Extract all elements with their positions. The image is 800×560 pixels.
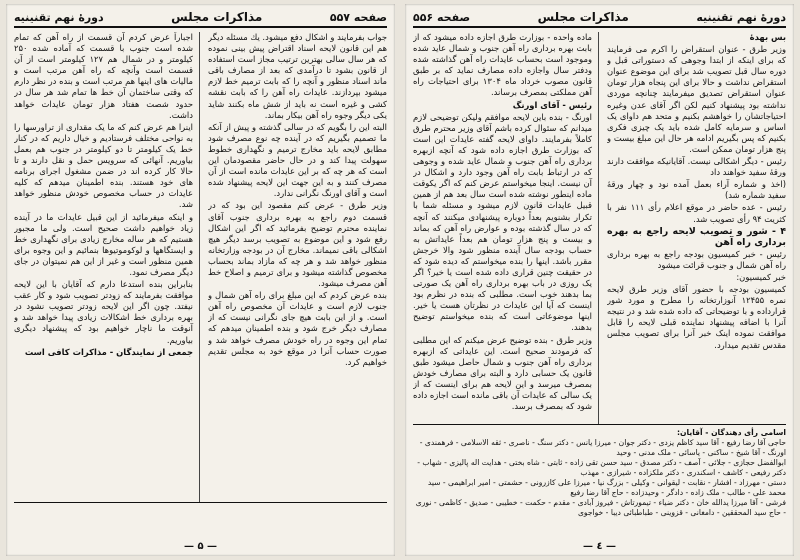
paragraph: البته این را بگویم که در سالی گذشته و پیش از آنکه ما تصمیم بگیریم که در آینده چه نوع مصرف شود مطابق لایحه باید مخارج ترمیم و نگهداری خطوط سهولت پیدا کند و در حال حاضر مقصودمان این است که هر چه که بر این عایدات مانده است از آن مصرف کنند و به این جهت این لایحه پیشنهاد شده است و آقای اورنگ نگرانی ندارد. [208,121,387,199]
vote-list [413,425,786,518]
paragraph: (اخذ و شماره آراء بعمل آمده نود و چهار ورقهٔ سفید شماره شد) [607,179,786,201]
paragraph: اینرا هم عرض کنم که ما یک مقداری از تراورسها را به نواحی مختلف فرستادیم و خیال داریم که در کنار خط یک کیلومتر تا دو کیلومتر در جنوب هم بعمل بیاوریم. آنهائی که سرویس حمل و نقل دارند و تا حالا کار کرده اند در ضمن مشغول اجرای برنامه های خود هستند. بنده اطمینان میدهم که کلیه عایدات در حساب مخصوص خودش منظور خواهد شد. [14,121,193,210]
vote-line: ابوالفضل حجازی - جلائی - آصف - دکتر مصدق - سید حسن تقی زاده - ثابتی - شاه بختی - هدایت اله پالیزی - شهاب - دکتر رفیعی - کاشف - اسکندری - دکتر ملکزاده - شیرازی - مهذب [417,458,786,477]
text-columns [413,32,786,425]
page-number: صفحه ۵۵۶ [413,10,471,24]
column-left [14,32,200,502]
paragraph: ماده واحده - بوزارت طرق اجازه داده میشود که از بابت بهره برداری راه آهن جنوب و شمال عاید شده وموجود است بحساب عایدات راه آهن گذاشته شده ودفتر سال واجازه داده مصارف نماید که بر طبق قانون مصوب خرداد ماه ۱۳۰۴ برای احتیاجات راه آهن مملکتی بمصرف برساند. [413,32,592,98]
page-557 [6,4,395,556]
vote-line: فرشی - آقا میرزا یدالله خان - دکتر ضیاء - تیمورتاش - فیروز آبادی - مقدم - حکمت - خطیبی - صدیق - کاظمی - نوری - حاج سید المحققین - دامغانی - قزوینی - طباطبائی دیبا - خواجوی [415,498,786,517]
paragraph: بنده عرض کردم که این مبلغ برای راه آهن شمال و جنوب لازم است و عایدات آن مخصوص راه آهن است. و از این بابت هیچ جای نگرانی نیست که از مصارف دیگر خرج شود و بنده اطمینان میدهم که تمام این وجوه در راه خودش مصرف خواهد شد و صورت حساب آنرا در موقع خود به مجلس تقدیم خواهیم کرد. [208,290,387,367]
paragraph: اورنگ - بنده باین لایحه موافقم ولیکن توضیحی لازم میدانم که سئوال کرده باشم آقای وزیر محترم طرق کاملاً بفرمایند. داوای لایحه گفته عایدات این است که بوزارت طرق اجازه داده شود که آنچه ازبهره برداری راه آهن جنوب و شمال عاید شده و وجوهی که در ارتباط بابت راه آهن وجود دارد و اشکال در آن نیست. اینجا میخواستم عرض کنم که اگر یکوقت ماده اینطور نوشته شده است سال بعد هم از همین قبیل عایدات قانون لازم میشود و مسئله شما با تکرار بشنویم بعداً دوباره پیشنهادی میکنند که آنچه که در سال گذشته بوده و عوارض راه آهن که بماند و بیست و پنج هزار تومان هم بعداً عایداتش به حساب بودجه سال آینده منظور شود والا خرجش مقرر باشد. اینها را بنده میخواستم که دیده شود که در حقیقت چنین قراری داده شده است یا خیر؟ اگر یک روزی در باب بهره برداری راه آهن یک صورتی بما بدهند خوب است. مطلبی که بنده در نظرم بود اینست که آیا این عایدات در نظرتان هست یا خیر. اینها موضوعاتی است که بنده میخواستم توضیح بدهند. [413,111,592,333]
column-right [208,32,387,502]
paragraph: و اینکه میفرمائید از این قبیل عایدات ما در آینده زیاد خواهیم داشت صحیح است. ولی ما مجبور هستیم که هر ساله مخارج زیادی برای نگهداری خط و ایستگاهها و لوکوموتیوها بنمائیم و این وجوه برای همین منظور است و غیر از این هم نمیتوان در جای دیگر مصرف نمود. [14,211,193,277]
paragraph: رئیس - دیگر اشکالی نیست. آقایانیکه موافقت دارند ورقهٔ سفید خواهند داد [607,156,786,178]
paragraph: وزیر طرق - بنده توضیح عرض میکنم که این مطلبی که فرمودند صحیح است. این عایداتی که ازبهره برداری راه آهن جنوب و شمال حاصل میشود طبق قانون یک حسابی دارد و البته برای مصارف خودش بمصرف میرسد و این لایحه هم برای اینست که از یک سالی که عایدات آن باقی مانده است اجازه داده شود که بمصرف برسد. [413,334,592,412]
period-label: دورهٔ نهم تقنینیه [696,10,786,24]
vote-line: حاجی آقا رضا رفیع - آقا سید کاظم یزدی - دکتر جوان - میرزا یانس - دکتر سنگ - ناصری - ثقه الاسلامی - فرهمندی - اورنگ - آقا شیخ - ساکنی - یاسائی - ملک مدنی - وحید [419,438,786,457]
paragraph: جمعی از نمایندگان - مذاکرات کافی است [24,346,193,357]
paragraph: اجباراً عرض کردم آن قسمت از راه آهن که تمام شده است جنوب با قسمت که آماده شده ۲۵۰ کیلومتر و در شمال هم ۱۲۷ کیلومتر است از آن قسمت است وآنچه که راه آهن مرتب است و مالیات های اینها هم مرتب است و بنده در نظر دارم که وقتی ساختمان آن خط ها تمام شد هر سال در حدود شصت هفتاد هزار تومان عایدات خواهد داشت. [14,32,193,120]
paragraph: رئیس - خبر کمیسیون بودجه راجع به بهره برداری راه آهن شمال و جنوب قرائت میشود [607,248,786,270]
page-header [14,10,387,28]
page-number: صفحه ۵۵۷ [329,10,387,24]
paragraph: بس بهدهٔ [749,32,786,42]
paragraph: رئیس - آقای اورنگ [512,99,592,110]
column-right [607,32,786,424]
page-556 [405,4,794,556]
page-title: مذاکرات مجلس [537,10,629,24]
period-label: دورهٔ نهم تقنینیه [14,10,104,24]
paragraph: جواب بفرمایند و اشکال دفع میشود. یك مسئله دیگر هم این قانون لایحه اسناد اقتراض پیش بینی نموده که هر سال سالی بهترین ترتیب مجاز است استفاده از قانون بشود تا درآمدی که بعد از مصارف باقی ماند اسناد منظور و آنچه را که بابت ترمیم خط لازم میشود بپردازند. عایدات راه آهن را که بابت نقشه کشی و غیره است نه باید از شش ماه بکنند شاید یکی دیگر وجوه راه آهن بیکار بماند. [208,32,387,120]
page-title: مذاکرات مجلس [171,10,263,24]
text-columns [14,32,387,503]
page-footer: — ٤ — [582,541,617,552]
section-heading: ۴ - شور و تصویب لایحه راجع به بهره برداری راه آهن [607,225,786,248]
page-footer: — ۵ — [183,541,218,552]
paragraph: وزیر طرق - عرض کنم مقصود این بود که در قسمت دوم راجع به بهره برداری جنوب آقای نماینده محترم توضیح بفرمائید که اگر این اشکال رفع شود و این موضوع به تصویب برسد دیگر هیچ اشکالی باقی نمیماند. مخارج آن در بودجه وزارتخانه منظور خواهد شد و هر چه که مازاد بماند بحساب مخصوص گذاشته میشود و برای ترمیم و اصلاح خط آهن مصرف میشود. [208,200,387,289]
paragraph: بنابراین بنده استدعا دارم که آقایان با این لایحه موافقت بفرمایند که زودتر تصویب شود و کار عقب نیفتد. چون اگر این لایحه زودتر تصویب نشود در بهره برداری خط اشکالات زیادی پیدا خواهد شد و آنوقت ما ناچار خواهیم بود که پیشنهاد دیگری بیاوریم. [14,279,193,345]
vote-list-title: اسامی رأی دهندگان - آقایان: [676,428,786,437]
vote-line: دستی - مهرزاد - افشار - نقابت - لیقوانی - وکیلی - بزرگ نیا - میرزا علی کازرونی - حشمتی - امیر ابراهیمی - سید محمد علی - طالب - ملک زاده - دادگر - وحیدزاده - حاج آقا رضا رفیع [427,478,786,497]
paragraph: وزیر طرق - عنوان استقراض را اکرم می فرمایند که برای اینکه از ابتدا وجوهی که دستوراتی قبل و دوره سال قبل تصویب شد برای این موضوع عنوان استقراض نداشت و حالا برای این پنجاه هزار تومان عنوان استقراض تصدیق میفرمایند چنانچه موردی نداشته بود پیشنهاد کنیم لکن اگر آقای عدن وغیره احتیاجاتشان را خواهشم بکنیم و متحد هم داوای یک اساس و سرمایه کامل شده باید یک چیزی فکری بکنیم که پس بگیریم ادامه هر حال این مبلغ بیست و پنج هزار تومان ممکن است. [607,44,786,154]
paragraph: خبر کمیسیون: [736,271,786,282]
paragraph: کمیسیون بودجه با حضور آقای وزیر طرق لایحه نمره ۱۲۴۵۵ آنوزارتخانه را مطرح و مورد شور قرارداده و با توضیحاتی که داده شده شد و در نتیجه آنرا با اضافه پیشنهاد نماینده قبلی لایحه را قابل موافقت نموده اینک خبر آنرا برای تصویب مجلس مقدس تقدیم میدارد. [607,284,786,350]
paragraph: رئیس - عده حاضر در موقع اعلام رأی ۱۱۱ نفر با کثریت ۹۴ رأی تصویب شد. [607,202,786,224]
column-left [413,32,599,424]
page-header [413,10,786,28]
